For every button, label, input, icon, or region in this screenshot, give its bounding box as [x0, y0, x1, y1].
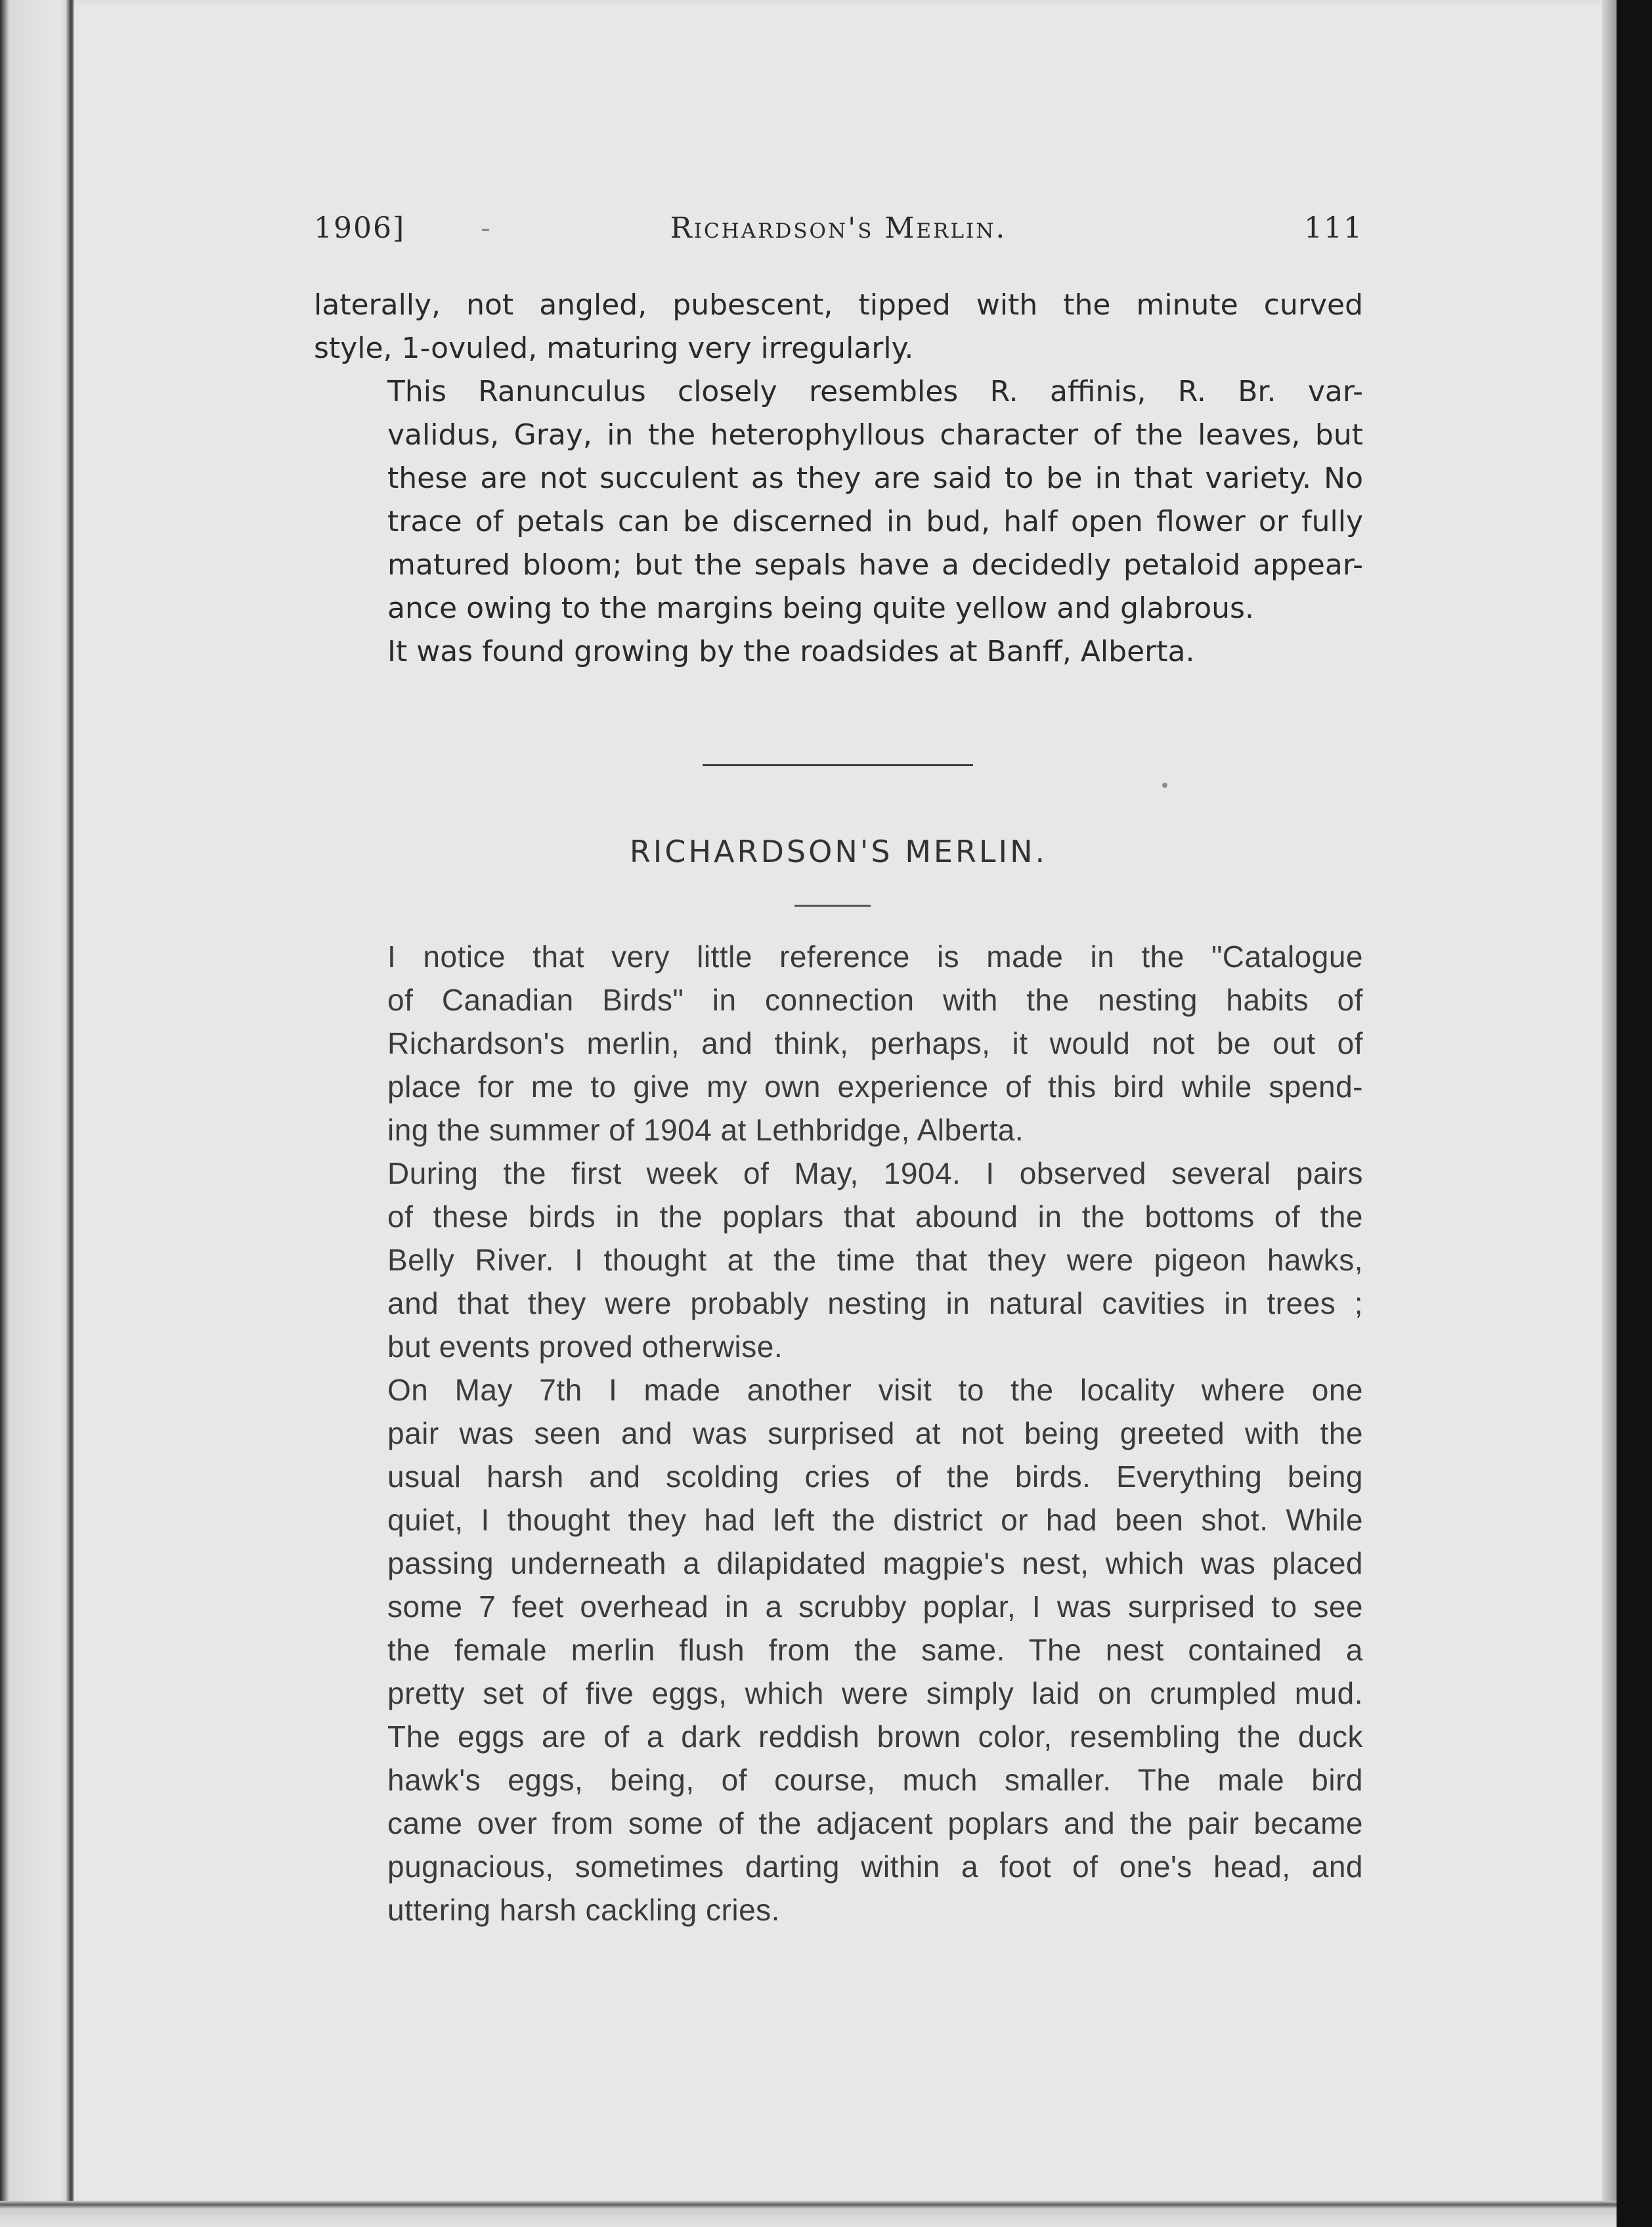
text-line: pugnacious, sometimes darting within a foot of one's head, and: [387, 1849, 1363, 1884]
text-line: Belly River. I thought at the time that they were pigeon hawks,: [387, 1243, 1363, 1277]
text-line: The eggs are of a dark reddish brown color, resembling the duck: [387, 1719, 1363, 1754]
text-line: laterally, not angled, pubescent, tipped with the minute curved: [314, 288, 1363, 322]
text-line: ing the summer of 1904 at Lethbridge, Alberta.: [387, 1113, 1024, 1147]
text-line: the female merlin flush from the same. The nest contained a: [387, 1633, 1363, 1667]
running-head-title: Richardson's Merlin.: [670, 211, 1007, 245]
text-line: pair was seen and was surprised at not being greeted with the: [387, 1416, 1363, 1450]
text-line: It was found growing by the roadsides at Banff, Alberta.: [387, 635, 1195, 668]
text-line: validus, Gray, in the heterophyllous character of the leaves, but: [387, 418, 1363, 452]
text-line: Richardson's merlin, and think, perhaps, it would not be out of: [387, 1026, 1363, 1060]
text-line: This Ranunculus closely resembles R. affinis, R. Br. var-: [387, 375, 1363, 408]
text-line: some 7 feet overhead in a scrubby poplar, I was surprised to see: [387, 1589, 1363, 1624]
text-line: and that they were probably nesting in natural cavities in trees ;: [387, 1286, 1363, 1320]
running-head: [314, 211, 1363, 257]
text-line: but events proved otherwise.: [387, 1330, 783, 1364]
running-head-year: 1906]: [314, 211, 406, 245]
paragraph: [314, 370, 1363, 630]
paragraph: [314, 284, 1363, 370]
section-separator-rule: [703, 764, 973, 766]
article-heading: RICHARDSON'S MERLIN.: [629, 834, 1048, 869]
paragraph: [314, 1368, 1363, 1932]
preceding-article-text: [314, 284, 1363, 674]
text-line: uttering harsh cackling cries.: [387, 1893, 780, 1927]
text-line: I notice that very little reference is made in the "Catalogue: [387, 940, 1363, 974]
text-line: of these birds in the poplars that abound in the bottoms of the: [387, 1200, 1363, 1234]
text-line: quiet, I thought they had left the district or had been shot. While: [387, 1503, 1363, 1537]
text-line: pretty set of five eggs, which were simply laid on crumpled mud.: [387, 1676, 1363, 1710]
text-line: style, 1-ovuled, maturing very irregularly.: [314, 332, 914, 365]
text-line: ance owing to the margins being quite yellow and glabrous.: [387, 592, 1254, 625]
paragraph: [314, 935, 1363, 1152]
scan-bottom-border: [0, 2201, 1617, 2227]
text-line: these are not succulent as they are said to be in that variety. No: [387, 462, 1363, 495]
text-line: During the first week of May, 1904. I observed several pairs: [387, 1156, 1363, 1190]
text-line: passing underneath a dilapidated magpie's nest, which was placed: [387, 1546, 1363, 1580]
text-line: matured bloom; but the sepals have a decidedly petaloid appear-: [387, 548, 1363, 582]
page-right-edge: [1602, 0, 1617, 2227]
text-line: hawk's eggs, being, of course, much smaller. The male bird: [387, 1763, 1363, 1797]
paragraph: [314, 1152, 1363, 1368]
scan-speck: [1162, 783, 1167, 788]
paragraph: [314, 630, 1363, 674]
running-head-dash: -: [481, 211, 492, 245]
scan-right-border: [1617, 0, 1652, 2227]
text-line: On May 7th I made another visit to the locality where one: [387, 1373, 1363, 1407]
text-line: of Canadian Birds" in connection with the nesting habits of: [387, 983, 1363, 1017]
text-line: place for me to give my own experience of this bird while spend-: [387, 1070, 1363, 1104]
text-line: usual harsh and scolding cries of the birds. Everything being: [387, 1459, 1363, 1494]
heading-rule: [794, 905, 871, 907]
article-body: [314, 935, 1363, 1932]
text-line: trace of petals can be discerned in bud, half open flower or fully: [387, 505, 1363, 538]
page-number: 111: [1304, 211, 1363, 245]
text-line: came over from some of the adjacent poplars and the pair became: [387, 1806, 1363, 1840]
